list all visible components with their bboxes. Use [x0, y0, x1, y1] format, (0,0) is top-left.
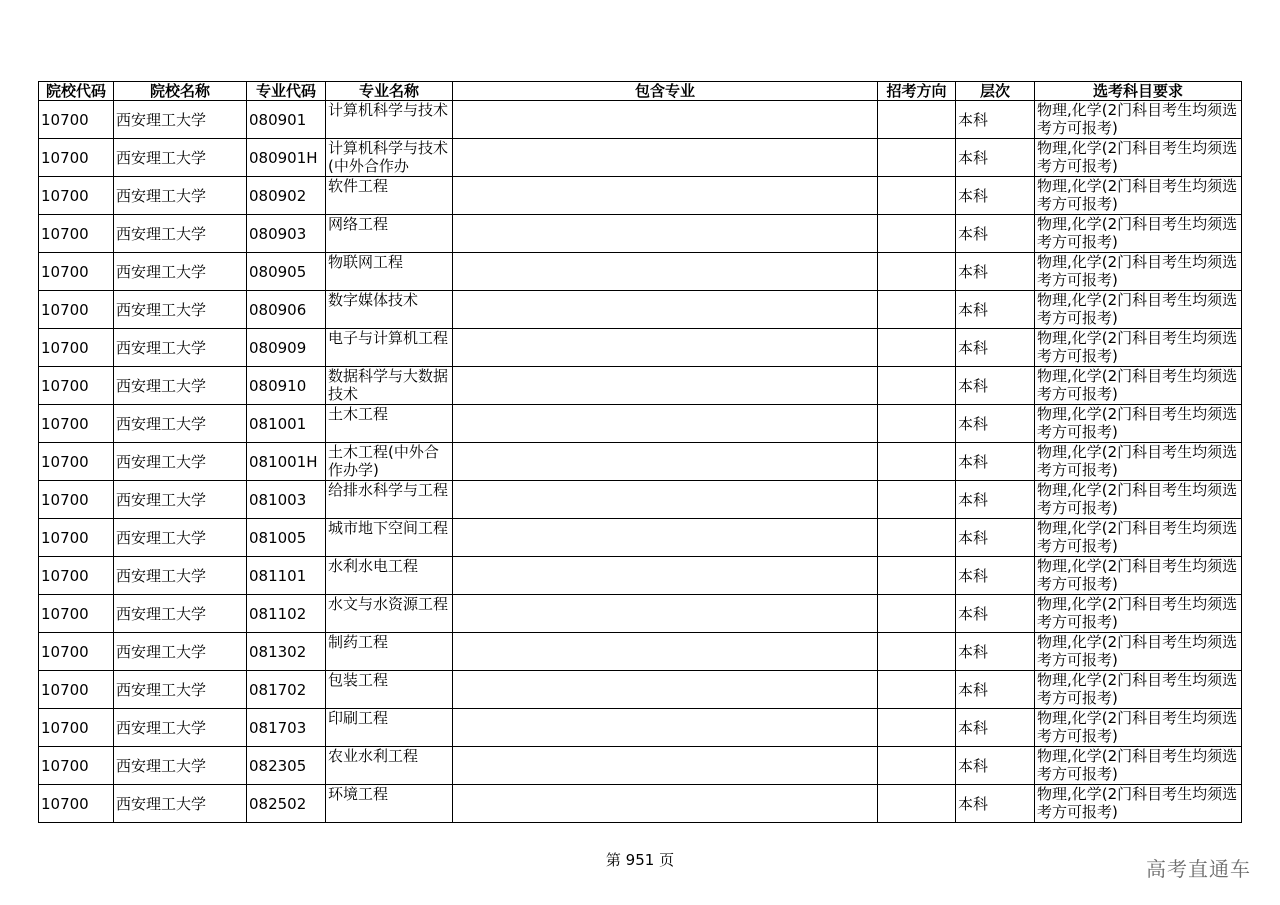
header-row — [39, 82, 1242, 101]
subject-requirement-cell — [1035, 177, 1242, 215]
table-row — [39, 747, 1242, 785]
major-name-cell — [326, 291, 453, 329]
included-majors-cell — [453, 367, 878, 405]
subject-requirement-cell — [1035, 747, 1242, 785]
subject-requirement-text: 物理,化学(2门科目考生均须选考方可报考) — [1037, 177, 1238, 213]
level-cell: 本科 — [956, 481, 1035, 519]
major-code-cell: 081101 — [247, 557, 326, 595]
included-majors-cell — [453, 595, 878, 633]
major-name-cell — [326, 367, 453, 405]
subject-requirement-cell — [1035, 101, 1242, 139]
school-name-cell: 西安理工大学 — [114, 405, 247, 443]
major-name-text: 数据科学与大数据技术 — [328, 367, 449, 403]
subject-requirement-cell — [1035, 291, 1242, 329]
school-name-cell: 西安理工大学 — [114, 481, 247, 519]
major-name-text: 网络工程 — [328, 215, 389, 233]
school-code-cell: 10700 — [39, 253, 114, 291]
school-name-cell: 西安理工大学 — [114, 215, 247, 253]
major-code-cell: 081005 — [247, 519, 326, 557]
direction-cell — [878, 291, 956, 329]
major-name-cell — [326, 139, 453, 177]
major-name-cell — [326, 747, 453, 785]
level-cell: 本科 — [956, 633, 1035, 671]
school-code-cell: 10700 — [39, 633, 114, 671]
subject-requirement-text: 物理,化学(2门科目考生均须选考方可报考) — [1037, 633, 1238, 669]
major-code-cell: 081703 — [247, 709, 326, 747]
major-name-cell — [326, 101, 453, 139]
school-name-cell: 西安理工大学 — [114, 633, 247, 671]
subject-requirement-text: 物理,化学(2门科目考生均须选考方可报考) — [1037, 443, 1238, 479]
major-name-cell — [326, 671, 453, 709]
major-name-text: 城市地下空间工程 — [328, 519, 449, 537]
school-code-cell: 10700 — [39, 215, 114, 253]
included-majors-cell — [453, 253, 878, 291]
subject-requirement-cell — [1035, 557, 1242, 595]
major-name-text: 软件工程 — [328, 177, 389, 195]
subject-requirement-text: 物理,化学(2门科目考生均须选考方可报考) — [1037, 785, 1238, 821]
header-level: 层次 — [956, 82, 1035, 101]
level-cell: 本科 — [956, 747, 1035, 785]
direction-cell — [878, 519, 956, 557]
admissions-table — [38, 81, 1242, 823]
header-school-code: 院校代码 — [39, 82, 114, 101]
header-direction: 招考方向 — [878, 82, 956, 101]
major-name-text: 给排水科学与工程 — [328, 481, 449, 499]
major-code-cell: 080903 — [247, 215, 326, 253]
major-code-cell: 080909 — [247, 329, 326, 367]
major-name-text: 土木工程 — [328, 405, 389, 423]
table-row — [39, 633, 1242, 671]
major-name-text: 印刷工程 — [328, 709, 389, 727]
major-code-cell: 080906 — [247, 291, 326, 329]
major-name-cell — [326, 785, 453, 823]
level-cell: 本科 — [956, 785, 1035, 823]
major-code-cell: 081302 — [247, 633, 326, 671]
school-code-cell: 10700 — [39, 367, 114, 405]
direction-cell — [878, 557, 956, 595]
table-row — [39, 329, 1242, 367]
major-name-text: 制药工程 — [328, 633, 389, 651]
school-code-cell: 10700 — [39, 481, 114, 519]
subject-requirement-cell — [1035, 519, 1242, 557]
major-name-cell — [326, 481, 453, 519]
school-name-cell: 西安理工大学 — [114, 443, 247, 481]
school-code-cell: 10700 — [39, 595, 114, 633]
included-majors-cell — [453, 177, 878, 215]
school-name-cell: 西安理工大学 — [114, 785, 247, 823]
school-name-cell: 西安理工大学 — [114, 747, 247, 785]
school-code-cell: 10700 — [39, 101, 114, 139]
header-school-name: 院校名称 — [114, 82, 247, 101]
subject-requirement-text: 物理,化学(2门科目考生均须选考方可报考) — [1037, 595, 1238, 631]
subject-requirement-text: 物理,化学(2门科目考生均须选考方可报考) — [1037, 101, 1238, 137]
level-cell: 本科 — [956, 253, 1035, 291]
table-row — [39, 139, 1242, 177]
level-cell: 本科 — [956, 709, 1035, 747]
school-code-cell: 10700 — [39, 519, 114, 557]
major-name-text: 水利水电工程 — [328, 557, 419, 575]
major-name-cell — [326, 557, 453, 595]
table-body — [39, 101, 1242, 823]
page-number: 第 951 页 — [605, 851, 675, 869]
major-name-cell — [326, 253, 453, 291]
subject-requirement-cell — [1035, 443, 1242, 481]
school-code-cell: 10700 — [39, 177, 114, 215]
level-cell: 本科 — [956, 595, 1035, 633]
major-name-text: 数字媒体技术 — [328, 291, 419, 309]
included-majors-cell — [453, 215, 878, 253]
major-name-cell — [326, 215, 453, 253]
included-majors-cell — [453, 519, 878, 557]
subject-requirement-cell — [1035, 139, 1242, 177]
major-code-cell: 082305 — [247, 747, 326, 785]
major-code-cell: 081001H — [247, 443, 326, 481]
direction-cell — [878, 709, 956, 747]
subject-requirement-text: 物理,化学(2门科目考生均须选考方可报考) — [1037, 481, 1238, 517]
included-majors-cell — [453, 101, 878, 139]
direction-cell — [878, 443, 956, 481]
table-row — [39, 443, 1242, 481]
watermark: 高考直通车 — [1146, 857, 1251, 881]
direction-cell — [878, 253, 956, 291]
school-code-cell: 10700 — [39, 329, 114, 367]
major-name-text: 环境工程 — [328, 785, 389, 803]
subject-requirement-text: 物理,化学(2门科目考生均须选考方可报考) — [1037, 367, 1238, 403]
level-cell: 本科 — [956, 443, 1035, 481]
school-code-cell: 10700 — [39, 405, 114, 443]
major-code-cell: 081702 — [247, 671, 326, 709]
subject-requirement-cell — [1035, 671, 1242, 709]
school-name-cell: 西安理工大学 — [114, 329, 247, 367]
header-included-majors: 包含专业 — [453, 82, 878, 101]
level-cell: 本科 — [956, 101, 1035, 139]
school-code-cell: 10700 — [39, 747, 114, 785]
major-name-cell — [326, 595, 453, 633]
level-cell: 本科 — [956, 405, 1035, 443]
table-row — [39, 519, 1242, 557]
major-name-cell — [326, 709, 453, 747]
school-code-cell: 10700 — [39, 291, 114, 329]
level-cell: 本科 — [956, 215, 1035, 253]
major-name-cell — [326, 443, 453, 481]
included-majors-cell — [453, 671, 878, 709]
direction-cell — [878, 481, 956, 519]
major-code-cell: 080902 — [247, 177, 326, 215]
included-majors-cell — [453, 481, 878, 519]
header-major-name: 专业名称 — [326, 82, 453, 101]
major-name-text: 计算机科学与技术(中外合作办 — [328, 139, 449, 175]
level-cell: 本科 — [956, 367, 1035, 405]
direction-cell — [878, 671, 956, 709]
included-majors-cell — [453, 709, 878, 747]
subject-requirement-cell — [1035, 785, 1242, 823]
level-cell: 本科 — [956, 557, 1035, 595]
school-name-cell: 西安理工大学 — [114, 253, 247, 291]
level-cell: 本科 — [956, 519, 1035, 557]
included-majors-cell — [453, 405, 878, 443]
subject-requirement-text: 物理,化学(2门科目考生均须选考方可报考) — [1037, 291, 1238, 327]
subject-requirement-cell — [1035, 253, 1242, 291]
subject-requirement-text: 物理,化学(2门科目考生均须选考方可报考) — [1037, 405, 1238, 441]
table-row — [39, 785, 1242, 823]
direction-cell — [878, 595, 956, 633]
major-code-cell: 081102 — [247, 595, 326, 633]
direction-cell — [878, 367, 956, 405]
table-row — [39, 595, 1242, 633]
level-cell: 本科 — [956, 291, 1035, 329]
school-name-cell: 西安理工大学 — [114, 101, 247, 139]
subject-requirement-text: 物理,化学(2门科目考生均须选考方可报考) — [1037, 709, 1238, 745]
table-row — [39, 291, 1242, 329]
major-name-cell — [326, 405, 453, 443]
major-code-cell: 080905 — [247, 253, 326, 291]
subject-requirement-cell — [1035, 709, 1242, 747]
school-code-cell: 10700 — [39, 709, 114, 747]
school-name-cell: 西安理工大学 — [114, 519, 247, 557]
school-name-cell: 西安理工大学 — [114, 367, 247, 405]
major-name-cell — [326, 329, 453, 367]
included-majors-cell — [453, 633, 878, 671]
school-name-cell: 西安理工大学 — [114, 595, 247, 633]
level-cell: 本科 — [956, 671, 1035, 709]
table-row — [39, 405, 1242, 443]
school-code-cell: 10700 — [39, 139, 114, 177]
major-name-cell — [326, 519, 453, 557]
direction-cell — [878, 405, 956, 443]
included-majors-cell — [453, 747, 878, 785]
major-code-cell: 080910 — [247, 367, 326, 405]
subject-requirement-text: 物理,化学(2门科目考生均须选考方可报考) — [1037, 747, 1238, 783]
major-code-cell: 080901 — [247, 101, 326, 139]
subject-requirement-text: 物理,化学(2门科目考生均须选考方可报考) — [1037, 139, 1238, 175]
table-row — [39, 101, 1242, 139]
major-name-text: 物联网工程 — [328, 253, 404, 271]
major-name-cell — [326, 633, 453, 671]
table-row — [39, 481, 1242, 519]
subject-requirement-text: 物理,化学(2门科目考生均须选考方可报考) — [1037, 557, 1238, 593]
subject-requirement-text: 物理,化学(2门科目考生均须选考方可报考) — [1037, 671, 1238, 707]
major-name-text: 土木工程(中外合作办学) — [328, 443, 439, 479]
subject-requirement-text: 物理,化学(2门科目考生均须选考方可报考) — [1037, 253, 1238, 289]
school-name-cell: 西安理工大学 — [114, 671, 247, 709]
major-code-cell: 081003 — [247, 481, 326, 519]
school-name-cell: 西安理工大学 — [114, 557, 247, 595]
subject-requirement-cell — [1035, 595, 1242, 633]
major-code-cell: 080901H — [247, 139, 326, 177]
direction-cell — [878, 633, 956, 671]
included-majors-cell — [453, 139, 878, 177]
major-name-text: 农业水利工程 — [328, 747, 419, 765]
major-name-cell — [326, 177, 453, 215]
included-majors-cell — [453, 329, 878, 367]
direction-cell — [878, 101, 956, 139]
subject-requirement-cell — [1035, 481, 1242, 519]
table-row — [39, 177, 1242, 215]
table-row — [39, 671, 1242, 709]
subject-requirement-cell — [1035, 633, 1242, 671]
included-majors-cell — [453, 443, 878, 481]
school-name-cell: 西安理工大学 — [114, 291, 247, 329]
level-cell: 本科 — [956, 177, 1035, 215]
table-row — [39, 557, 1242, 595]
major-name-text: 计算机科学与技术 — [328, 101, 449, 119]
direction-cell — [878, 329, 956, 367]
direction-cell — [878, 747, 956, 785]
included-majors-cell — [453, 291, 878, 329]
direction-cell — [878, 139, 956, 177]
school-code-cell: 10700 — [39, 785, 114, 823]
table-row — [39, 253, 1242, 291]
direction-cell — [878, 177, 956, 215]
direction-cell — [878, 215, 956, 253]
major-name-text: 包装工程 — [328, 671, 389, 689]
subject-requirement-cell — [1035, 405, 1242, 443]
major-code-cell: 081001 — [247, 405, 326, 443]
major-name-text: 电子与计算机工程 — [328, 329, 449, 347]
header-major-code: 专业代码 — [247, 82, 326, 101]
school-code-cell: 10700 — [39, 443, 114, 481]
school-name-cell: 西安理工大学 — [114, 139, 247, 177]
header-subject-requirement: 选考科目要求 — [1035, 82, 1242, 101]
subject-requirement-text: 物理,化学(2门科目考生均须选考方可报考) — [1037, 215, 1238, 251]
table-row — [39, 215, 1242, 253]
table-row — [39, 367, 1242, 405]
level-cell: 本科 — [956, 139, 1035, 177]
major-code-cell: 082502 — [247, 785, 326, 823]
subject-requirement-cell — [1035, 367, 1242, 405]
table-row — [39, 709, 1242, 747]
direction-cell — [878, 785, 956, 823]
school-code-cell: 10700 — [39, 557, 114, 595]
school-code-cell: 10700 — [39, 671, 114, 709]
school-name-cell: 西安理工大学 — [114, 709, 247, 747]
subject-requirement-text: 物理,化学(2门科目考生均须选考方可报考) — [1037, 519, 1238, 555]
subject-requirement-text: 物理,化学(2门科目考生均须选考方可报考) — [1037, 329, 1238, 365]
subject-requirement-cell — [1035, 215, 1242, 253]
subject-requirement-cell — [1035, 329, 1242, 367]
included-majors-cell — [453, 557, 878, 595]
major-name-text: 水文与水资源工程 — [328, 595, 449, 613]
school-name-cell: 西安理工大学 — [114, 177, 247, 215]
included-majors-cell — [453, 785, 878, 823]
level-cell: 本科 — [956, 329, 1035, 367]
